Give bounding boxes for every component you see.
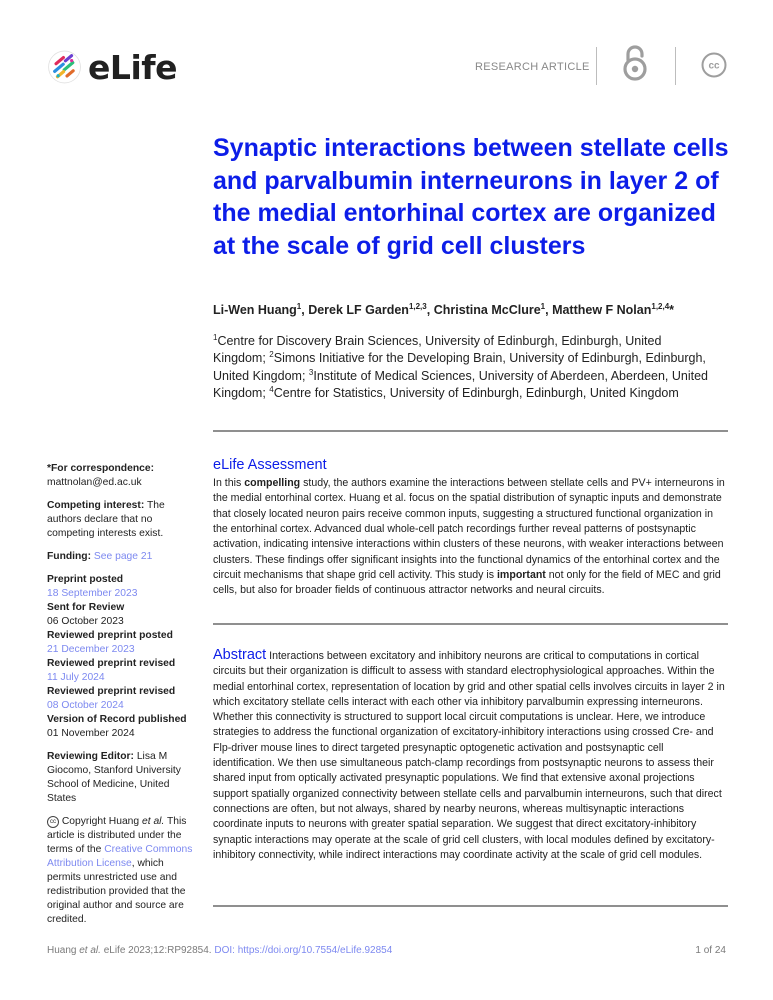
competing-interest-label: Competing interest:	[47, 500, 145, 511]
article-title: Synaptic interactions between stellate cells and parvalbumin interneurons in layer 2 of the medial entorhinal cortex are organized at the scale of grid cell clusters	[213, 134, 729, 260]
history-date: 06 October 2023	[47, 616, 124, 627]
page-number: 1 of 24	[695, 945, 726, 956]
creative-commons-icon	[701, 52, 727, 83]
history-label: Reviewed preprint posted	[47, 630, 173, 641]
author-name: Matthew F Nolan	[552, 303, 652, 317]
history-date[interactable]: 21 December 2023	[47, 644, 135, 655]
author-affiliation-marker: 1	[296, 301, 302, 311]
assessment-part: not only for the field of MEC and grid cells, but also for broader fields of continuous attractor networks and neural circuits.	[213, 569, 721, 597]
history-label: Reviewed preprint revised	[47, 686, 176, 697]
header-divider	[675, 47, 676, 85]
author-separator: ,	[545, 303, 553, 317]
competing-interest-text: The authors declare that no competing interests exist.	[47, 500, 165, 539]
copyright-notice	[47, 815, 195, 927]
author-separator: ,	[426, 303, 434, 317]
history-label: Reviewed preprint revised	[47, 658, 176, 669]
doi-link[interactable]: DOI: https://doi.org/10.7554/eLife.92854	[214, 945, 393, 956]
footer-author: Huang	[47, 945, 80, 956]
author-name: Li-Wen Huang	[213, 303, 297, 317]
affiliation-text: Centre for Statistics, University of Edinburgh, Edinburgh, United Kingdom	[273, 385, 679, 400]
affiliation-number: 1	[213, 332, 218, 342]
affiliation-text: Institute of Medical Sciences, University of Aberdeen, Aberdeen, United Kingdom;	[213, 368, 709, 400]
funding-label: Funding:	[47, 551, 92, 562]
history-date[interactable]: 08 October 2024	[47, 700, 124, 711]
assessment-part: study, the authors examine the interactions between stellate cells and PV+ interneurons in the medial entorhinal cortex. Huang et al. focus on the spatial distribution of synaptic inputs and demonstrate that closely located neuron pairs receive common inputs, suggesting a structured functional organization in the entorhinal cortex. Advanced dual whole-cell patch recordings further reveal patterns of postsynaptic activation, indicating intensive interactions within clusters of these neurons, with weaker interactions between clusters. These findings offer significant insights into the functional dynamics of the entorhinal cortex and the circuit mechanisms that shape grid cell activity. This study is	[213, 477, 725, 582]
correspondence-email[interactable]: mattnolan@ed.ac.uk	[47, 477, 142, 488]
divider-rule	[213, 623, 728, 625]
publication-history	[47, 573, 195, 741]
history-label: Version of Record published	[47, 714, 187, 725]
author-affiliation-marker: 1,2,3	[408, 301, 427, 311]
author-name: Christina McClure	[433, 303, 541, 317]
article-info-sidebar	[47, 462, 195, 936]
journal-name: eLife	[88, 47, 177, 87]
copyright-prefix: Copyright Huang	[59, 816, 142, 827]
funding-link[interactable]: See page 21	[93, 551, 153, 562]
author-list	[213, 303, 733, 317]
cc-icon-text: cc	[708, 60, 720, 72]
author-affiliation-marker: 1,2,4	[651, 301, 670, 311]
page-footer	[47, 945, 392, 956]
article-type-label: RESEARCH ARTICLE	[475, 61, 590, 73]
affiliation-text: Centre for Discovery Brain Sciences, University of Edinburgh, Edinburgh, United Kingdom;	[213, 334, 662, 366]
affiliation-number: 4	[269, 384, 274, 394]
abstract-heading: Abstract	[213, 647, 267, 663]
abstract	[213, 648, 728, 863]
header-divider	[596, 47, 597, 85]
history-date[interactable]: 11 July 2024	[47, 672, 105, 683]
affiliations	[213, 333, 713, 402]
author-name: Derek LF Garden	[308, 303, 409, 317]
footer-etal: et al.	[79, 945, 101, 956]
affiliation-number: 3	[308, 367, 314, 377]
history-date[interactable]: 18 September 2023	[47, 588, 138, 599]
reviewing-editor-text: Lisa M Giocomo, Stanford University School of Medicine, United States	[47, 751, 181, 804]
elife-logo-icon	[47, 45, 82, 89]
elife-logo[interactable]	[47, 45, 177, 89]
divider-rule	[213, 905, 728, 907]
reviewing-editor-label: Reviewing Editor:	[47, 751, 134, 762]
open-access-lock-icon	[622, 44, 648, 87]
history-date: 01 November 2024	[47, 728, 135, 739]
history-label: Sent for Review	[47, 602, 125, 613]
abstract-text: Interactions between excitatory and inhibitory neurons are critical to computations in cortical circuits but their organization is difficult to assess with standard electrophysiological approaches. Within the medial entorhinal cortex, representation of location by grid and other spatial cells involves circuits in layer 2 in which excitatory stellate cells interact with each other via inhibitory parvalbumin expressing interneurons. Whether this connectivity is structured to support local circuit computations is unclear. Here, we introduce strategies to address the functional organization of excitatory-inhibitory interactions using crossed Cre- and Flp-driver mouse lines to direct targeted presynaptic optogenetic activation and postsynaptic cell identification. We then use simultaneous patch-clamp recordings from postsynaptic neurons to assess their shared input from optically activated presynaptic populations. We find that extensive axonal projections support spatially organized connectivity between stellate cells and parvalbumin interneurons, such that direct connections are often, but not always, shared by nearby neurons, whereas multisynaptic interactions coordinate inputs to neurons with greater spatial separation. We suggest that direct excitatory-inhibitory synaptic interactions may operate at the scale of grid cell clusters, with local modules defined by excitatory-inhibitory connectivity, while indirect interactions may coordinate activity at the scale of grid cell modules.	[213, 650, 725, 861]
assessment-part: In this	[213, 477, 245, 489]
affiliation-text: Simons Initiative for the Developing Brain, University of Edinburgh, Edinburgh, United Kingdom;	[213, 351, 706, 383]
affiliation-number: 2	[269, 350, 274, 360]
author-separator: *	[669, 303, 675, 317]
correspondence-label: *For correspondence:	[47, 463, 154, 474]
history-label: Preprint posted	[47, 574, 124, 585]
divider-rule	[213, 430, 728, 432]
creative-commons-link[interactable]: Creative Commons Attribution License	[47, 844, 193, 869]
assessment-text	[213, 476, 728, 599]
assessment-term-compelling: compelling	[244, 477, 301, 489]
assessment-term-important: important	[496, 569, 546, 582]
footer-citation: eLife 2023;12:RP92854.	[100, 945, 215, 956]
copyright-etal: et al.	[142, 816, 165, 827]
author-separator: ,	[301, 303, 309, 317]
assessment-heading: eLife Assessment	[213, 457, 327, 473]
author-affiliation-marker: 1	[540, 301, 546, 311]
copyright-mid: This article is distributed under the terms of the	[47, 816, 187, 855]
copyright-cc-icon: cc	[47, 816, 59, 828]
copyright-suffix: , which permits unrestricted use and redistribution provided that the original author and source are credited.	[47, 858, 186, 925]
